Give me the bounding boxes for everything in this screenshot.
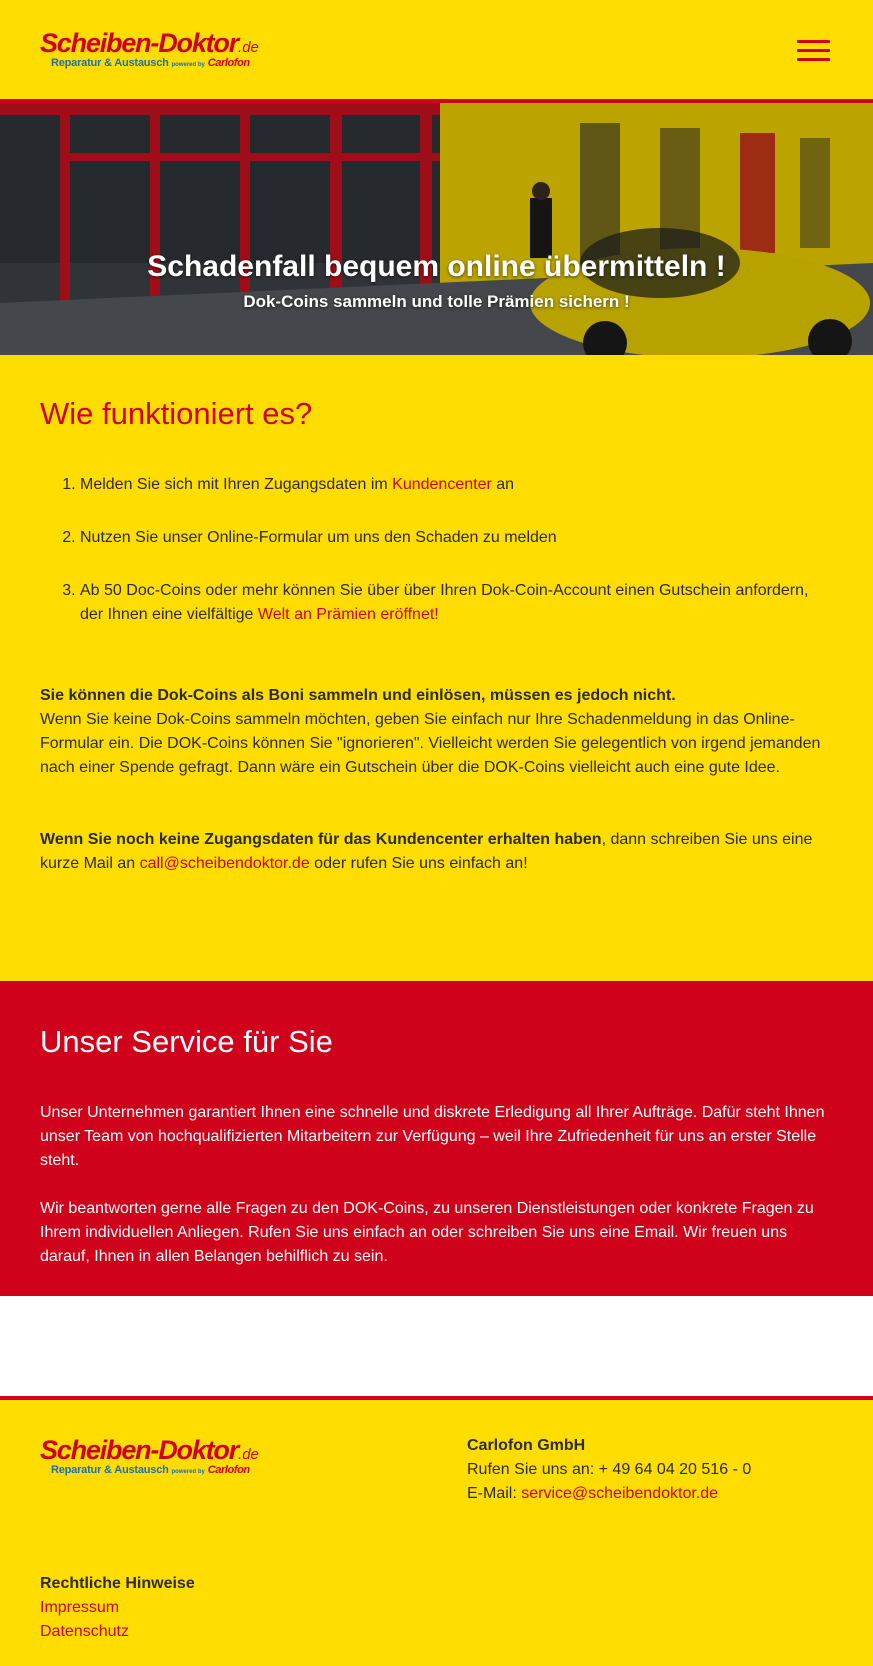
- logo-tagline: Reparatur & Austausch powered by Carlofon: [51, 57, 250, 69]
- contact-note: Wenn Sie noch keine Zugangsdaten für das Kundencenter erhalten haben, dann schreiben Sie uns eine kurze Mail an call@scheibendoktor.de oder rufen Sie uns einfach an!: [40, 831, 813, 872]
- hero-banner: [0, 103, 873, 355]
- footer-contact: [467, 1434, 751, 1506]
- logo-wordmark: Scheiben-Doktor.de: [40, 1435, 259, 1465]
- company-name: Carlofon GmbH: [467, 1437, 586, 1454]
- step-item: 3. Ab 50 Doc-Coins oder mehr können Sie über über Ihren Dok-Coin-Account einen Gutschein anfordern, der Ihnen eine vielfältige Welt an Prämien eröffnet!: [80, 579, 833, 627]
- hero-title: Schadenfall bequem online übermitteln !: [147, 250, 726, 283]
- dok-coins-note: Sie können die Dok-Coins als Boni sammeln und einlösen, müssen es jedoch nicht. Wenn Sie keine Dok-Coins sammeln möchten, geben Sie einfach nur Ihre Schadenmeldung in das Online-Formular ein. Die DOK-Coins können Sie "ignorieren". Vielleicht werden Sie gelegentlich von irgend jemanden nach einer Spende gefragt. Dann wäre ein Gutschein über die DOK-Coins vielleicht auch eine gute Idee.: [40, 687, 821, 776]
- how-it-works-section: [0, 355, 873, 981]
- steps-list: [40, 473, 833, 627]
- spacer: [0, 1296, 873, 1396]
- site-logo[interactable]: [40, 28, 259, 74]
- logo-wordmark: Scheiben-Doktor.de: [40, 28, 259, 58]
- phone-line: Rufen Sie uns an: + 49 64 04 20 516 - 0: [467, 1461, 752, 1478]
- site-footer: [0, 1396, 873, 1666]
- service-paragraph: Wir beantworten gerne alle Fragen zu den DOK-Coins, zu unseren Dienstleistungen oder konkrete Fragen zu Ihrem individuellen Anliegen. Rufen Sie uns einfach an oder schreiben Sie uns eine Email. Wir freuen uns darauf, Ihnen in allen Belangen behilflich zu sein.: [40, 1200, 814, 1265]
- step-item: 1. Melden Sie sich mit Ihren Zugangsdaten im Kundencenter an: [80, 473, 833, 497]
- service-paragraph: Unser Unternehmen garantiert Ihnen eine schnelle und diskrete Erledigung all Ihrer Aufträge. Dafür steht Ihnen unser Team von hochqualifizierten Mitarbeitern zur Verfügung – weil Ihre Zufriedenheit für uns an erster Stelle steht.: [40, 1104, 825, 1169]
- legal-links: [40, 1572, 195, 1644]
- footer-email-link[interactable]: service@scheibendoktor.de: [521, 1485, 719, 1502]
- kundencenter-link[interactable]: Kundencenter: [392, 476, 492, 493]
- contact-email-link[interactable]: call@scheibendoktor.de: [139, 855, 310, 872]
- how-it-works-heading: Wie funktioniert es?: [40, 396, 313, 431]
- praemien-link[interactable]: Welt an Prämien eröffnet!: [257, 606, 439, 623]
- service-section: [0, 981, 873, 1296]
- phone-number[interactable]: + 49 64 04 20 516 - 0: [598, 1461, 752, 1478]
- datenschutz-link[interactable]: Datenschutz: [40, 1623, 129, 1640]
- hamburger-menu-icon[interactable]: [797, 40, 830, 62]
- logo-tagline: Reparatur & Austausch powered by Carlofon: [51, 1464, 250, 1476]
- hero-subtitle: Dok-Coins sammeln und tolle Prämien sichern !: [243, 292, 630, 311]
- service-heading: Unser Service für Sie: [40, 1024, 333, 1059]
- email-line: E-Mail: service@scheibendoktor.de: [467, 1485, 719, 1502]
- step-item: 2. Nutzen Sie unser Online-Formular um uns den Schaden zu melden: [80, 526, 833, 550]
- site-header: [0, 0, 873, 103]
- legal-heading: Rechtliche Hinweise: [40, 1575, 195, 1592]
- impressum-link[interactable]: Impressum: [40, 1599, 120, 1616]
- footer-logo[interactable]: [40, 1435, 259, 1481]
